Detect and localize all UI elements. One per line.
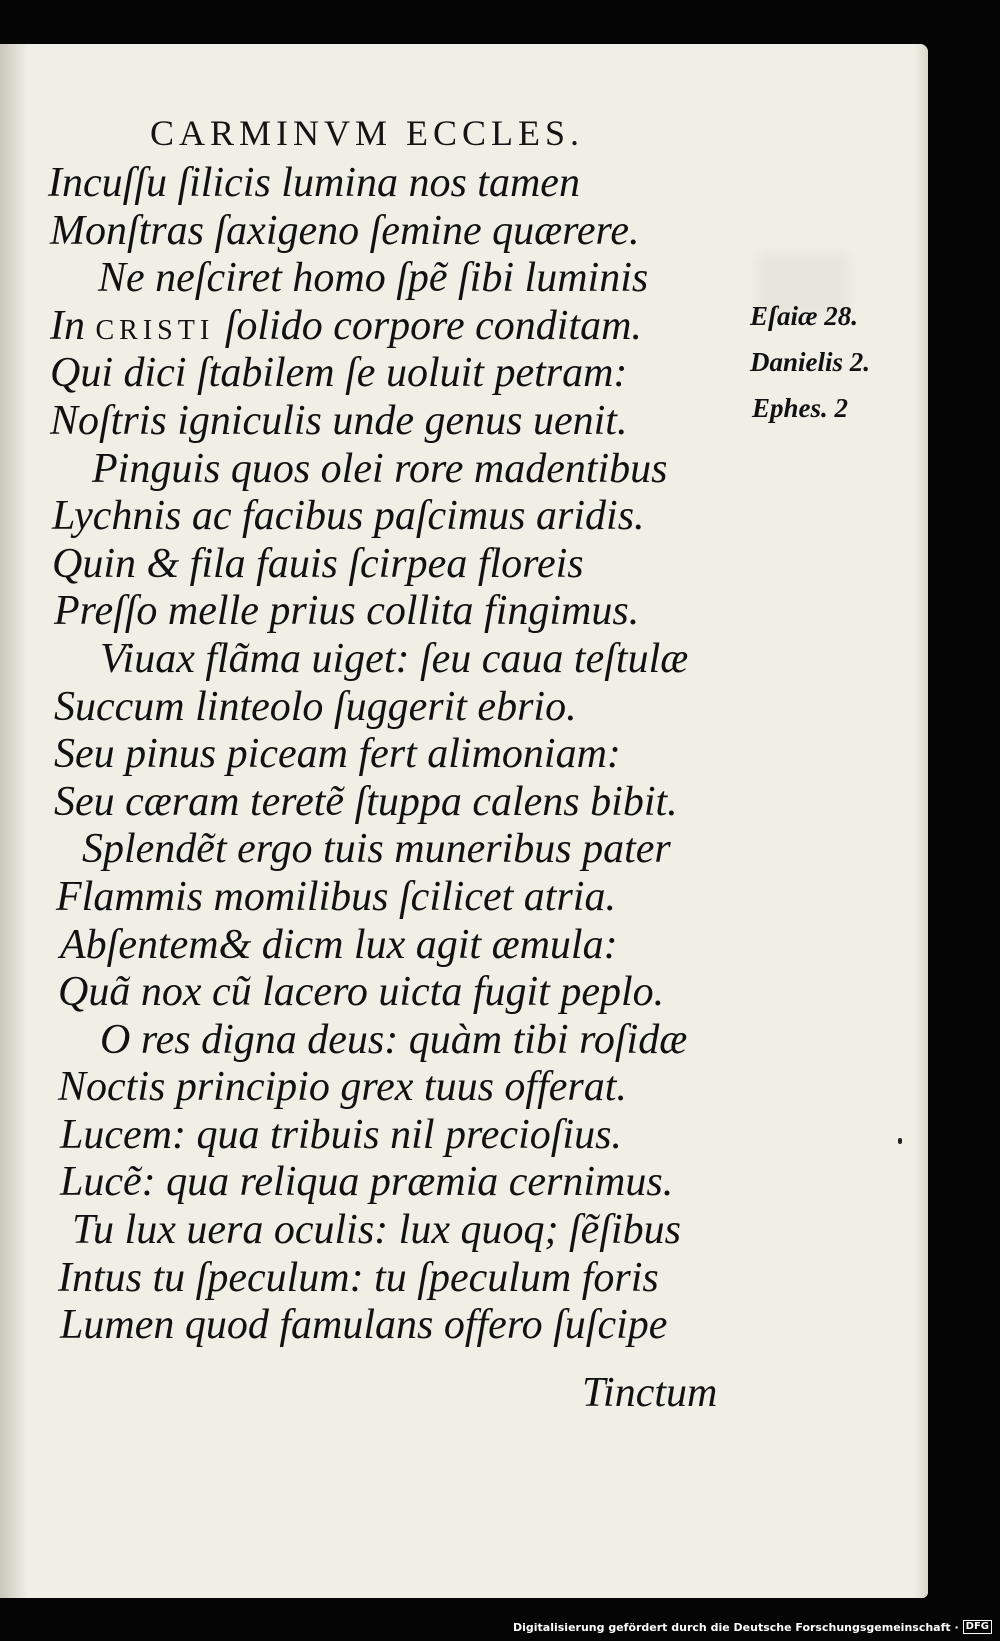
verse-line: Succum linteolo ſuggerit ebrio. [54,683,577,730]
margin-note: Eſaiæ 28. [750,301,858,331]
verse-line: Monſtras ſaxigeno ſemine quærere. [50,207,640,254]
book-page [0,44,928,1598]
page-edge-shadow [914,44,928,1598]
margin-note: Ephes. 2 [752,393,849,423]
verse-line: Pinguis quos olei rore madentibus [92,445,668,492]
verse-line: In CRISTI ſolido corpore conditam. [50,302,642,349]
verse-line: Abſentem& dicm lux agit æmula: [60,921,618,968]
verse-line: Quã nox cũ lacero uicta fugit peplo. [58,969,665,1016]
verse-line: Quin & fila fauis ſcirpea floreis [52,540,584,587]
credit-text: Digitalisierung gefördert durch die Deutsche Forschungsgemeinschaft · [512,1620,959,1634]
verse-line: Lychnis ac facibus paſcimus aridis. [52,493,645,540]
poem-text [0,160,780,1350]
dfg-logo-icon: DFG [963,1620,992,1634]
ink-speck [898,1138,902,1144]
running-title: CARMINVM ECCLES. [150,113,585,153]
verse-line: Incuſſu ſilicis lumina nos tamen [48,160,580,206]
verse-line: Flammis momilibus ſcilicet atria. [56,873,616,920]
margin-note: Danielis 2. [750,347,871,377]
verse-line: Seu pinus piceam fert alimoniam: [54,731,621,778]
digitization-credit [513,1617,992,1637]
verse-line: O res digna deus: quàm tibi roſidæ [100,1016,688,1063]
verse-line: Tu lux uera oculis: lux quoq; ſẽſibus [72,1207,681,1254]
catchword: Tinctum [582,1370,718,1416]
verse-line: Lucem: qua tribuis nil precioſius. [60,1111,622,1158]
verse-line: Intus tu ſpeculum: tu ſpeculum foris [58,1254,659,1301]
verse-line: Lucẽ: qua reliqua præmia cernimus. [60,1159,674,1206]
verse-line: Preſſo melle prius collita fingimus. [54,588,640,635]
verse-line: Ne neſciret homo ſpẽ ſibi luminis [98,255,649,302]
verse-line: Noſtris igniculis unde genus uenit. [50,397,628,444]
smallcaps-name: CRISTI [95,314,215,346]
verse-line: Seu cæram teretẽ ſtuppa calens bibit. [54,778,678,825]
verse-line: Qui dici ſtabilem ſe uoluit petram: [50,350,628,397]
verse-line: Viuax flãma uiget: ſeu caua teſtulæ [100,635,689,682]
verse-line: Splendẽt ergo tuis muneribus pater [82,826,671,873]
verse-line: Lumen quod famulans offero ſuſcipe [60,1302,668,1349]
verse-line: Noctis principio grex tuus offerat. [58,1064,627,1111]
